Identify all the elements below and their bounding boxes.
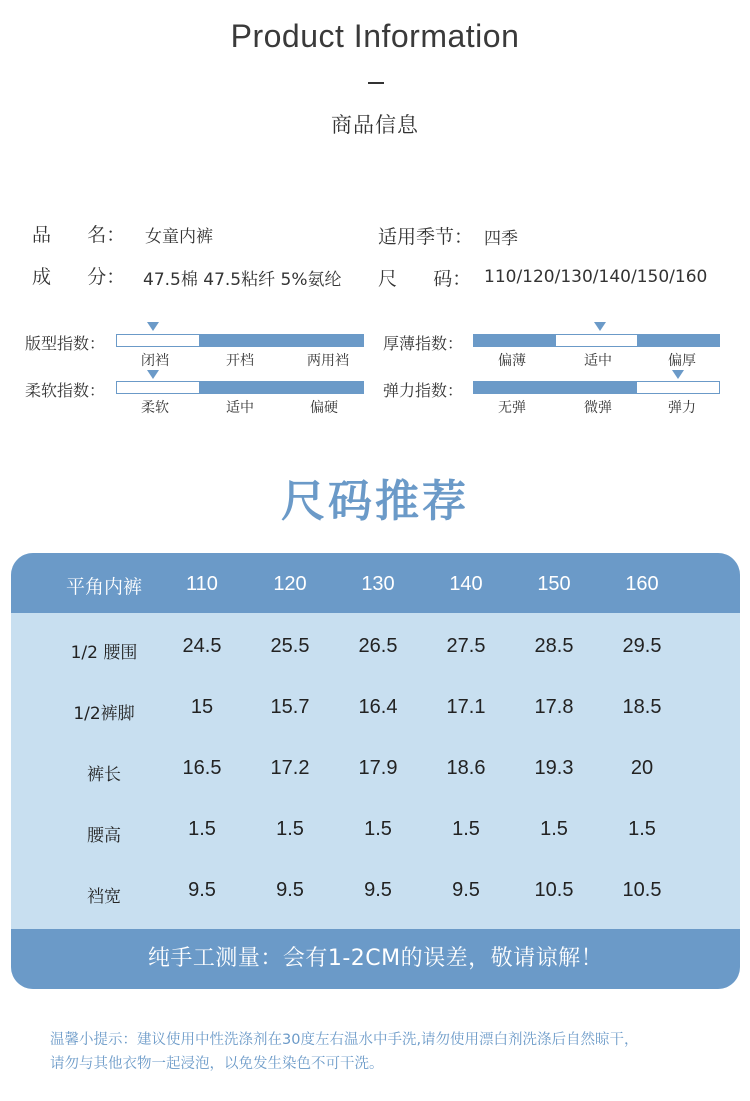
measurement-value: 1.5 xyxy=(628,818,656,840)
measurement-value: 17.9 xyxy=(358,757,398,779)
fit-option: 两用裆 xyxy=(307,353,349,369)
measurement-value: 20 xyxy=(630,757,654,779)
measurement-label: 腰高 xyxy=(87,826,121,846)
measurement-value: 29.5 xyxy=(622,635,662,657)
softness-index-bar xyxy=(116,381,364,394)
size-table-footer xyxy=(11,929,740,989)
size-column-header: 140 xyxy=(449,573,483,595)
title-divider xyxy=(368,82,384,84)
measurement-value: 25.5 xyxy=(270,635,310,657)
measurement-value: 9.5 xyxy=(452,879,480,901)
elasticity-index-bar xyxy=(473,381,720,394)
season-value: 四季 xyxy=(484,229,518,249)
size-table-header xyxy=(11,553,740,613)
measurement-value: 27.5 xyxy=(446,635,486,657)
thickness-marker-icon xyxy=(594,322,606,331)
elasticity-marker-icon xyxy=(672,370,684,379)
measurement-value: 26.5 xyxy=(358,635,398,657)
season-label: 适用季节： xyxy=(378,226,474,248)
fit-index-bar xyxy=(116,334,364,347)
softness-option: 柔软 xyxy=(141,400,169,416)
softness-marker-icon xyxy=(147,370,159,379)
measurement-value: 17.8 xyxy=(534,696,574,718)
measurement-label: 1/2裤脚 xyxy=(73,704,135,724)
page-subtitle: 商品信息 xyxy=(331,113,419,137)
measurement-value: 17.1 xyxy=(446,696,486,718)
size-column-header: 160 xyxy=(625,573,659,595)
care-tip-line: 请勿与其他衣物一起浸泡，以免发生染色不可干洗。 xyxy=(50,1056,384,1072)
measurement-value: 1.5 xyxy=(276,818,304,840)
size-label: 尺 码： xyxy=(378,268,472,290)
size-column-header: 130 xyxy=(361,573,395,595)
fit-index-label: 版型指数： xyxy=(25,334,106,353)
care-tip-line: 温馨小提示：建议使用中性洗涤剂在30度左右温水中手洗,请勿使用漂白剂洗涤后自然晾干， xyxy=(50,1032,639,1048)
composition-label: 成 分： xyxy=(32,266,126,288)
softness-index-label: 柔软指数： xyxy=(25,381,106,400)
thickness-option: 适中 xyxy=(584,353,612,369)
fit-option: 闭裆 xyxy=(141,353,169,369)
composition-value: 47.5棉 47.5粘纤 5%氨纶 xyxy=(143,270,342,290)
measurement-value: 10.5 xyxy=(534,879,574,901)
measurement-value: 9.5 xyxy=(276,879,304,901)
measurement-value: 9.5 xyxy=(364,879,392,901)
elasticity-option: 弹力 xyxy=(668,400,696,416)
measurement-value: 18.5 xyxy=(622,696,662,718)
care-tips xyxy=(50,1028,730,1076)
measurement-value: 17.2 xyxy=(270,757,310,779)
measurement-value: 1.5 xyxy=(188,818,216,840)
size-table-header-label: 平角内裤 xyxy=(65,576,142,598)
fit-marker-icon xyxy=(147,322,159,331)
softness-option: 偏硬 xyxy=(310,400,338,416)
size-value: 110/120/130/140/150/160 xyxy=(484,267,708,287)
measurement-value: 16.5 xyxy=(182,757,222,779)
size-column-header: 120 xyxy=(273,573,307,595)
elasticity-index-label: 弹力指数： xyxy=(383,381,464,400)
page-title: Product Information xyxy=(230,18,520,54)
name-value: 女童内裤 xyxy=(145,227,213,247)
measurement-value: 18.6 xyxy=(446,757,486,779)
thickness-option: 偏厚 xyxy=(668,353,696,369)
measurement-value: 15.7 xyxy=(270,696,310,718)
name-label: 品 名： xyxy=(32,224,126,246)
elasticity-option: 无弹 xyxy=(498,400,526,416)
elasticity-option: 微弹 xyxy=(584,400,612,416)
size-table xyxy=(11,553,740,989)
measurement-value: 10.5 xyxy=(622,879,662,901)
measurement-value: 1.5 xyxy=(452,818,480,840)
measurement-value: 15 xyxy=(190,696,214,718)
measurement-value: 9.5 xyxy=(188,879,216,901)
softness-option: 适中 xyxy=(226,400,254,416)
measurement-value: 24.5 xyxy=(182,635,222,657)
measurement-value: 28.5 xyxy=(534,635,574,657)
size-column-header: 150 xyxy=(537,573,571,595)
measurement-note: 纯手工测量：会有1-2CM的误差，敬请谅解！ xyxy=(147,946,604,971)
measurement-label: 裤长 xyxy=(87,765,121,785)
measurement-label: 裆宽 xyxy=(87,887,121,907)
thickness-option: 偏薄 xyxy=(498,353,526,369)
size-chart-heading: 尺码推荐 xyxy=(281,476,469,527)
fit-option: 开档 xyxy=(226,353,254,369)
size-column-header: 110 xyxy=(186,573,218,595)
thickness-index-bar xyxy=(473,334,720,347)
measurement-value: 16.4 xyxy=(358,696,398,718)
measurement-value: 19.3 xyxy=(534,757,574,779)
measurement-label: 1/2 腰围 xyxy=(70,643,138,663)
measurement-value: 1.5 xyxy=(364,818,392,840)
measurement-value: 1.5 xyxy=(540,818,568,840)
thickness-index-label: 厚薄指数： xyxy=(383,334,464,353)
